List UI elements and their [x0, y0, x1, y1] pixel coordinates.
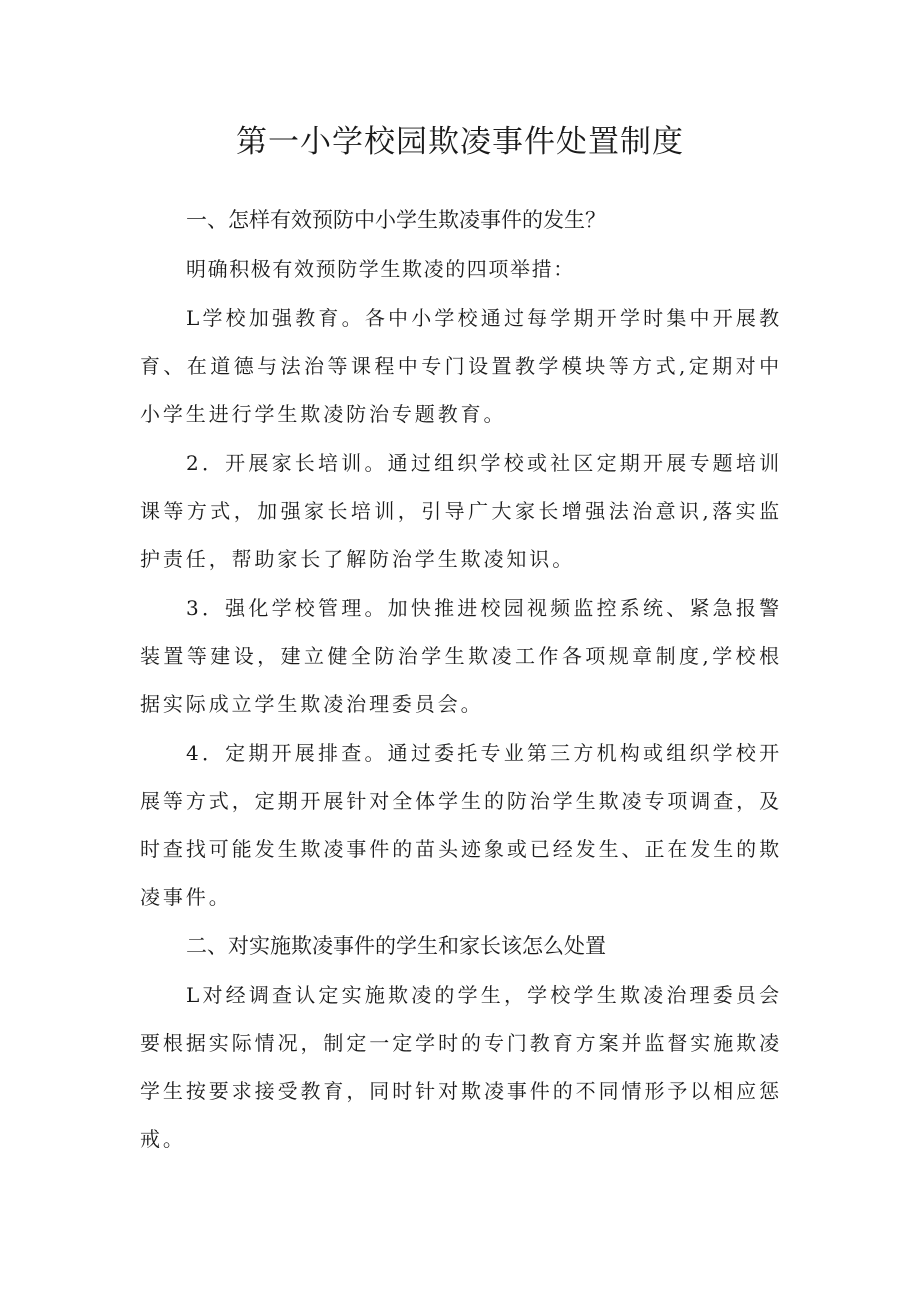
- section-1-item-3: 3．强化学校管理。加快推进校园视频监控系统、紧急报警装置等建设，建立健全防治学生欺凌工作各项规章制度,学校根据实际成立学生欺凌治理委员会。: [140, 596, 782, 716]
- section-1-item-4: 4．定期开展排查。通过委托专业第三方机构或组织学校开展等方式，定期开展针对全体学生的防治学生欺凌专项调查，及时查找可能发生欺凌事件的苗头迹象或已经发生、正在发生的欺凌事件。: [140, 741, 782, 909]
- document-title: 第一小学校园欺凌事件处置制度: [236, 124, 684, 160]
- section-2-item-1: L对经调查认定实施欺凌的学生，学校学生欺凌治理委员会要根据实际情况，制定一定学时的专门教育方案并监督实施欺凌学生按要求接受教育，同时针对欺凌事件的不同情形予以相应惩戒。: [140, 983, 782, 1151]
- section-1-item-2: 2．开展家长培训。通过组织学校或社区定期开展专题培训课等方式，加强家长培训，引导广大家长增强法治意识,落实监护责任，帮助家长了解防治学生欺凌知识。: [140, 451, 782, 571]
- document-body: [140, 196, 782, 1164]
- section-1-intro: 明确积极有效预防学生欺凌的四项举措：: [186, 257, 575, 281]
- section-1-item-1: L学校加强教育。各中小学校通过每学期开学时集中开展教育、在道德与法治等课程中专门设置教学模块等方式,定期对中小学生进行学生欺凌防治专题教育。: [140, 306, 782, 426]
- section-1-heading: 一、怎样有效预防中小学生欺凌事件的发生？: [186, 208, 606, 232]
- section-2-heading: 二、对实施欺凌事件的学生和家长该怎么处置: [186, 934, 606, 958]
